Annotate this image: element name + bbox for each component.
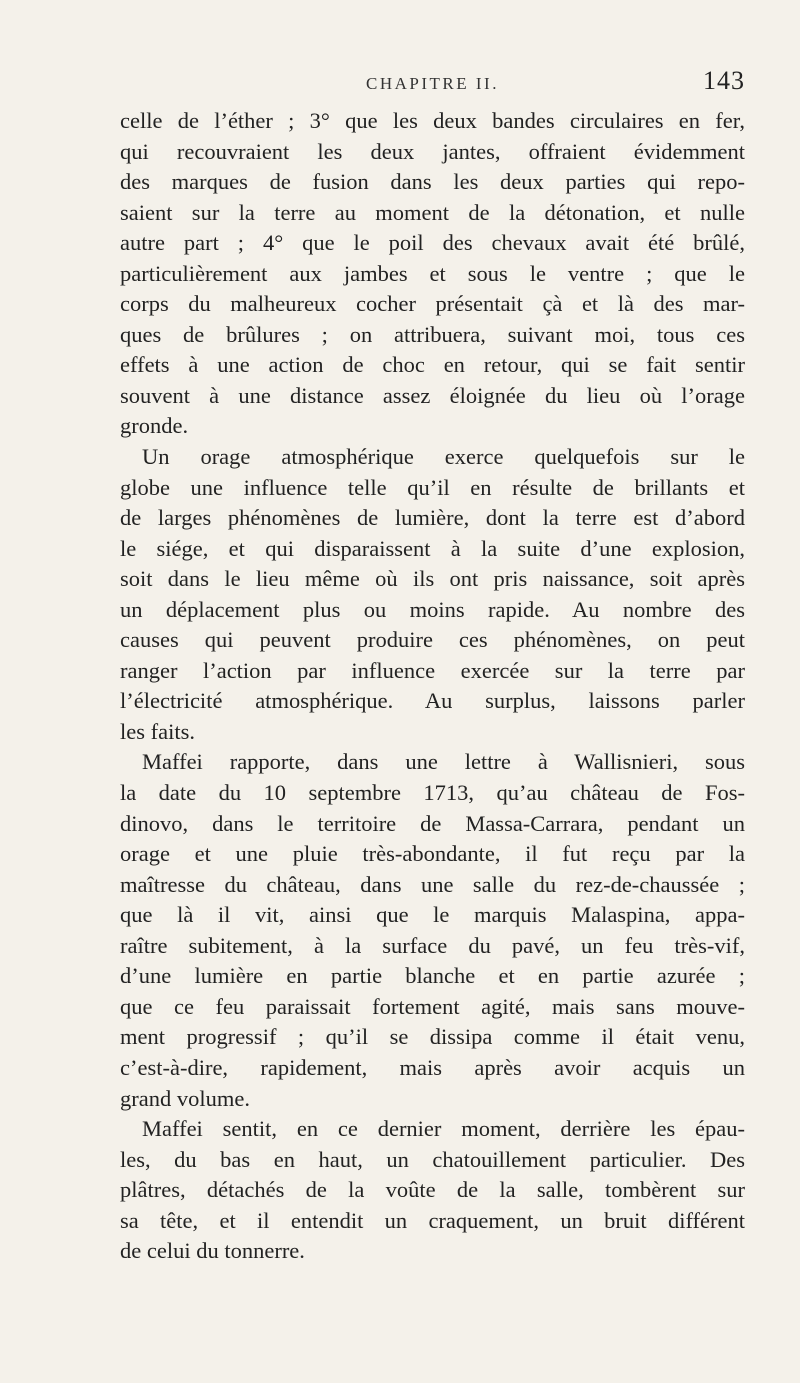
text-line: que ce feu paraissait fortement agité, mais sans mouve- xyxy=(120,993,745,1019)
page-number: 143 xyxy=(703,66,745,95)
text-line: soit dans le lieu même où ils ont pris naissance, soit après xyxy=(120,566,745,592)
text-line: Un orage atmosphérique exerce quelquefois sur le xyxy=(142,444,745,470)
text-line: orage et une pluie très-abondante, il fut reçu par la xyxy=(120,841,745,867)
text-line: maîtresse du château, dans une salle du rez-de-chaussée ; xyxy=(120,871,745,897)
text-line: globe une influence telle qu’il en résulte de brillants et xyxy=(120,474,745,500)
text-line: gronde. xyxy=(120,413,189,439)
text-line: sa tête, et il entendit un craquement, un bruit différent xyxy=(120,1207,745,1233)
text-line: ranger l’action par influence exercée sur la terre par xyxy=(120,657,745,683)
body-text xyxy=(120,106,745,1267)
text-line: les faits. xyxy=(120,718,195,744)
text-line: que là il vit, ainsi que le marquis Malaspina, appa- xyxy=(120,902,745,928)
text-line: la date du 10 septembre 1713, qu’au château de Fos- xyxy=(120,780,745,806)
text-line: souvent à une distance assez éloignée du lieu où l’orage xyxy=(120,382,745,408)
text-line: effets à une action de choc en retour, qui se fait sentir xyxy=(120,352,745,378)
text-line: Maffei sentit, en ce dernier moment, derrière les épau- xyxy=(142,1116,745,1142)
text-line: grand volume. xyxy=(120,1085,250,1111)
text-line: autre part ; 4° que le poil des chevaux avait été brûlé, xyxy=(120,230,745,256)
text-line: ment progressif ; qu’il se dissipa comme il était venu, xyxy=(120,1024,745,1050)
text-line: d’une lumière en partie blanche et en partie azurée ; xyxy=(120,963,745,989)
text-line: dinovo, dans le territoire de Massa-Carrara, pendant un xyxy=(120,810,745,836)
text-line: un déplacement plus ou moins rapide. Au nombre des xyxy=(120,596,745,622)
text-line: particulièrement aux jambes et sous le ventre ; que le xyxy=(120,260,745,286)
text-line: corps du malheureux cocher présentait çà et là des mar- xyxy=(120,291,745,317)
page-header xyxy=(120,66,745,106)
text-line: c’est-à-dire, rapidement, mais après avoir acquis un xyxy=(120,1054,745,1080)
text-line: des marques de fusion dans les deux parties qui repo- xyxy=(120,169,745,195)
text-line: ques de brûlures ; on attribuera, suivant moi, tous ces xyxy=(120,321,745,347)
text-line: de larges phénomènes de lumière, dont la terre est d’abord xyxy=(120,505,745,531)
text-line: le siége, et qui disparaissent à la suite d’une explosion, xyxy=(120,535,745,561)
text-line: raître subitement, à la surface du pavé, un feu très-vif, xyxy=(120,932,745,958)
text-line: celle de l’éther ; 3° que les deux bandes circulaires en fer, xyxy=(120,108,745,133)
running-head: CHAPITRE II. xyxy=(366,74,499,93)
text-line: qui recouvraient les deux jantes, offraient évidemment xyxy=(120,138,745,164)
text-line: les, du bas en haut, un chatouillement particulier. Des xyxy=(120,1146,745,1172)
text-line: causes qui peuvent produire ces phénomènes, on peut xyxy=(120,627,745,653)
text-line: saient sur la terre au moment de la détonation, et nulle xyxy=(120,199,745,225)
text-line: Maffei rapporte, dans une lettre à Wallisnieri, sous xyxy=(142,749,745,775)
text-line: l’électricité atmosphérique. Au surplus, laissons parler xyxy=(120,688,745,714)
text-line: plâtres, détachés de la voûte de la salle, tombèrent sur xyxy=(120,1177,745,1203)
text-line: de celui du tonnerre. xyxy=(120,1238,305,1264)
